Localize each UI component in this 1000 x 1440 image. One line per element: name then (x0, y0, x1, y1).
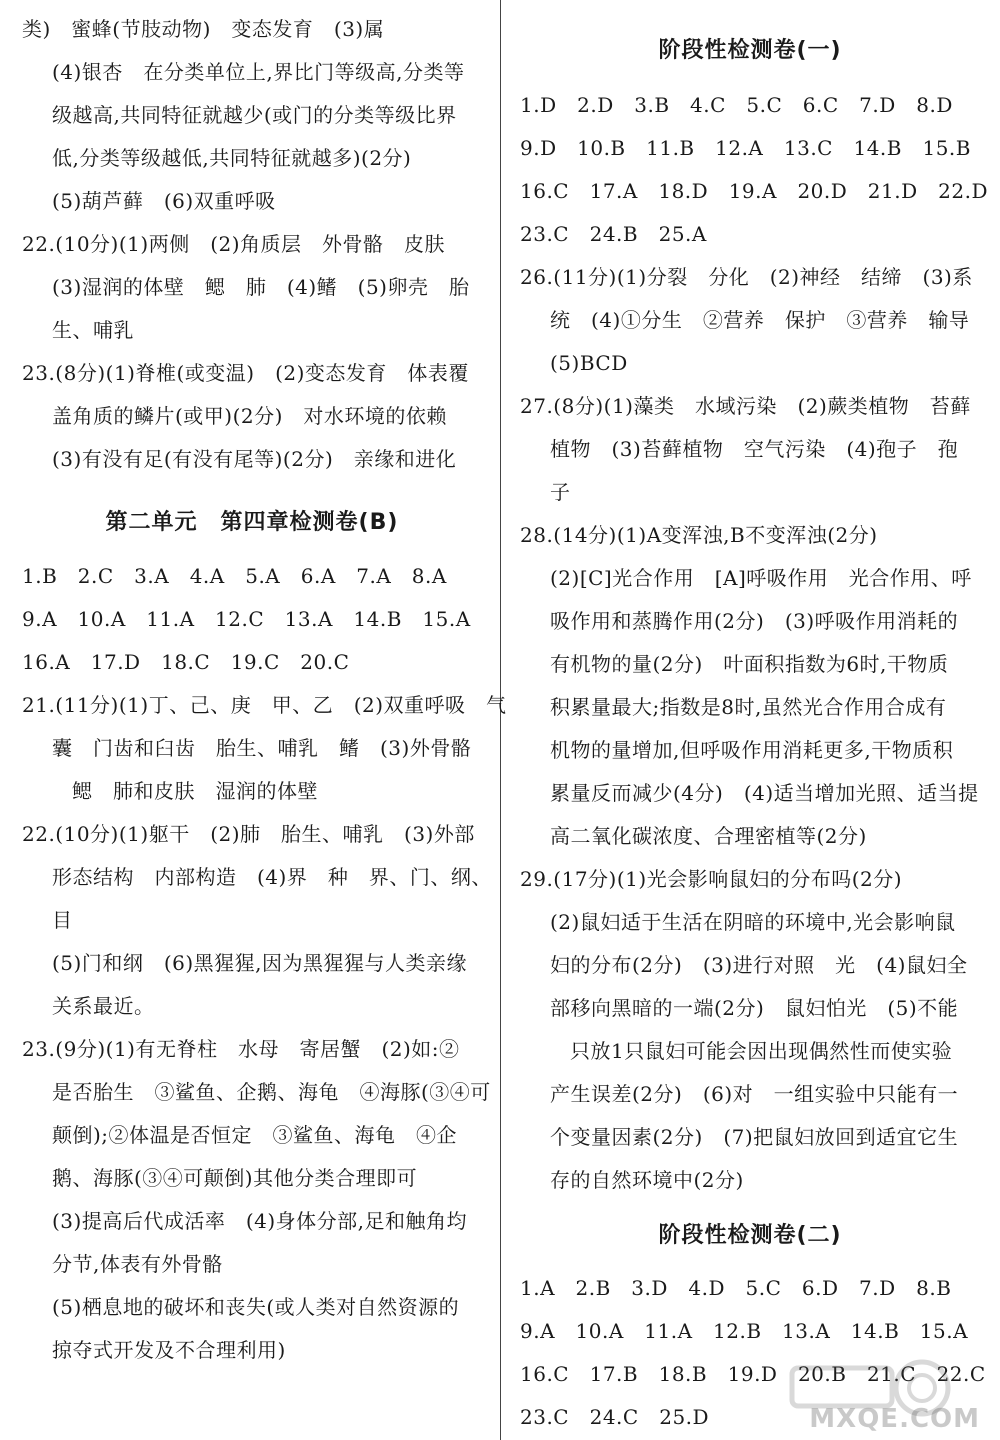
watermark-text: MXQE.COM (809, 1404, 980, 1434)
text-line: 鳃 肺和皮肤 湿润的体壁 (72, 779, 318, 803)
text-line: 21.(11分)(1)丁、己、庚 甲、乙 (2)双重呼吸 气 (22, 693, 507, 717)
text-line: 积累量最大;指数是8时,虽然光合作用合成有 (550, 695, 947, 719)
text-line: 植物 (3)苔藓植物 空气污染 (4)孢子 孢 (550, 437, 959, 461)
text-line: 只放1只鼠妇可能会因出现偶然性而使实验 (570, 1039, 953, 1063)
text-line: 部移向黑暗的一端(2分) 鼠妇怕光 (5)不能 (550, 996, 959, 1020)
text-line: 9.A 10.A 11.A 12.C 13.A 14.B 15.A (22, 607, 471, 631)
text-line: 1.B 2.C 3.A 4.A 5.A 6.A 7.A 8.A (22, 564, 447, 588)
text-line: 23.C 24.C 25.D (520, 1405, 710, 1429)
text-line: 23.(9分)(1)有无脊柱 水母 寄居蟹 (2)如:② (22, 1037, 460, 1061)
text-line: 妇的分布(2分) (3)进行对照 光 (4)鼠妇全 (550, 953, 968, 977)
text-line: 目 (52, 908, 73, 932)
text-line: (2)[C]光合作用 [A]呼吸作用 光合作用、呼 (550, 566, 972, 590)
text-line: 26.(11分)(1)分裂 分化 (2)神经 结缔 (3)系 (520, 265, 973, 289)
text-line: 23.C 24.B 25.A (520, 222, 707, 246)
text-line: 27.(8分)(1)藻类 水域污染 (2)蕨类植物 苔藓 (520, 394, 971, 418)
text-line: 16.C 17.A 18.D 19.A 20.D 21.D 22.D (520, 179, 988, 203)
text-line: (4)银杏 在分类单位上,界比门等级高,分类等 (52, 60, 465, 84)
text-line: 1.A 2.B 3.D 4.D 5.C 6.D 7.D 8.B (520, 1276, 952, 1300)
text-line: (2)鼠妇适于生活在阴暗的环境中,光会影响鼠 (550, 910, 956, 934)
text-line: 存的自然环境中(2分) (550, 1168, 744, 1192)
text-line: 生、哺乳 (52, 318, 134, 342)
text-line: 16.A 17.D 18.C 19.C 20.C (22, 650, 350, 674)
section-heading: 阶段性检测卷(一) (658, 38, 842, 63)
text-line: 子 (550, 480, 571, 504)
text-line: 机物的量增加,但呼吸作用消耗更多,干物质积 (550, 738, 954, 762)
text-line: 23.(8分)(1)脊椎(或变温) (2)变态发育 体表覆 (22, 361, 469, 385)
text-line: 分节,体表有外骨骼 (52, 1252, 223, 1276)
text-line: 9.A 10.A 11.A 12.B 13.A 14.B 15.A (520, 1319, 969, 1343)
text-line: 鹅、海豚(③④可颠倒)其他分类合理即可 (52, 1166, 418, 1190)
text-line: 1.D 2.D 3.B 4.C 5.C 6.C 7.D 8.D (520, 93, 953, 117)
text-line: 颠倒);②体温是否恒定 ③鲨鱼、海龟 ④企 (52, 1123, 458, 1147)
text-line: 28.(14分)(1)A变浑浊,B不变浑浊(2分) (520, 523, 878, 547)
text-line: 个变量因素(2分) (7)把鼠妇放回到适宜它生 (550, 1125, 959, 1149)
text-line: (3)提高后代成活率 (4)身体分部,足和触角均 (52, 1209, 468, 1233)
text-line: (3)湿润的体壁 鳃 肺 (4)鳍 (5)卵壳 胎 (52, 275, 470, 299)
text-line: 产生误差(2分) (6)对 一组实验中只能有一 (550, 1082, 959, 1106)
text-line: 高二氧化碳浓度、合理密植等(2分) (550, 824, 867, 848)
text-line: (5)葫芦藓 (6)双重呼吸 (52, 189, 276, 213)
text-line: 低,分类等级越低,共同特征就越多)(2分) (52, 146, 412, 170)
text-line: 累量反而减少(4分) (4)适当增加光照、适当提 (550, 781, 979, 805)
section-heading: 阶段性检测卷(二) (658, 1223, 842, 1248)
text-line: 关系最近。 (52, 994, 155, 1018)
text-line: 囊 门齿和臼齿 胎生、哺乳 鳍 (3)外骨骼 (52, 736, 472, 760)
text-line: (5)BCD (550, 351, 628, 375)
text-line: 是否胎生 ③鲨鱼、企鹅、海龟 ④海豚(③④可 (52, 1080, 491, 1104)
text-line: 掠夺式开发及不合理利用) (52, 1338, 286, 1362)
text-line: (5)门和纲 (6)黑猩猩,因为黑猩猩与人类亲缘 (52, 951, 468, 975)
text-line: 有机物的量(2分) 叶面积指数为6时,干物质 (550, 652, 949, 676)
text-line: 22.(10分)(1)躯干 (2)肺 胎生、哺乳 (3)外部 (22, 822, 475, 846)
text-line: 类) 蜜蜂(节肢动物) 变态发育 (3)属 (22, 17, 385, 41)
text-line: (5)栖息地的破坏和丧失(或人类对自然资源的 (52, 1295, 460, 1319)
text-line: 29.(17分)(1)光会影响鼠妇的分布吗(2分) (520, 867, 903, 891)
text-line: 16.C 17.B 18.B 19.D 20.B 21.C 22.C (520, 1362, 986, 1386)
text-line: 吸作用和蒸腾作用(2分) (3)呼吸作用消耗的 (550, 609, 959, 633)
text-line: 统 (4)①分生 ②营养 保护 ③营养 输导 (550, 308, 970, 332)
text-line: 盖角质的鳞片(或甲)(2分) 对水环境的依赖 (52, 404, 447, 428)
text-line: (3)有没有足(有没有尾等)(2分) 亲缘和进化 (52, 447, 457, 471)
text-line: 9.D 10.B 11.B 12.A 13.C 14.B 15.B (520, 136, 971, 160)
text-line: 级越高,共同特征就越少(或门的分类等级比界 (52, 103, 457, 127)
section-heading: 第二单元 第四章检测卷(B) (105, 510, 399, 535)
text-line: 形态结构 内部构造 (4)界 种 界、门、纲、 (52, 865, 492, 889)
text-line: 22.(10分)(1)两侧 (2)角质层 外骨骼 皮肤 (22, 232, 446, 256)
